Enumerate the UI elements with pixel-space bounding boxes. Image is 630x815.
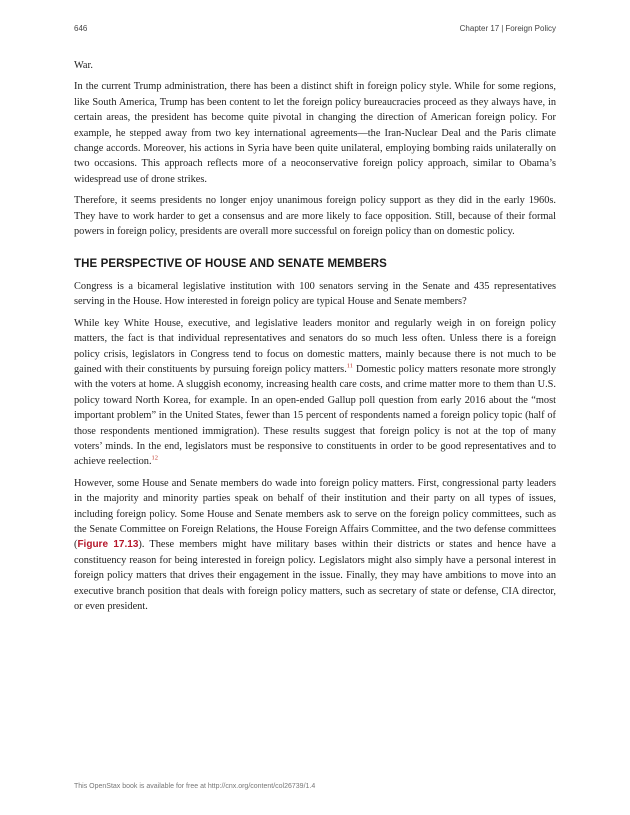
figure-reference-link[interactable]: Figure 17.13 <box>77 539 139 551</box>
page-number: 646 <box>74 24 88 33</box>
paragraph-text: ). These members might have military bases within their districts or states and hence have a constituency reason for being interested in foreign policy. Legislators might also simply have a personal interest in foreign policy matters that drives their engagement in the issue. Finally, they may have ambitions to move into an executive branch position that deals with foreign policy matters, such as secretary of state or defense, CIA director, or even president. <box>74 539 556 612</box>
running-footer: This OpenStax book is available for free at http://cnx.org/content/col26739/1.4 <box>74 783 316 790</box>
section-heading: THE PERSPECTIVE OF HOUSE AND SENATE MEMBERS <box>74 258 387 271</box>
paragraph-trump-administration: In the current Trump administration, there has been a distinct shift in foreign policy style. While for some regions, like South America, Trump has been content to let the foreign policy bureaucracies proceed as they always have, in certain areas, the president has become quite pivotal in changing the direction of American foreign policy. For example, he stepped away from two key international agreements—the Iran-Nuclear Deal and the Paris climate change accords. Moreover, his actions in Syria have been quite unilateral, employing bombing raids unilaterally on two occasions. This approach reflects more of a neoconservative foreign policy approach, similar to Obama’s widespread use of drone strikes. <box>74 81 556 185</box>
chapter-label <box>460 24 556 33</box>
paragraph-house-senate-members <box>74 476 556 615</box>
footnote-11-link[interactable]: 11 <box>346 362 354 370</box>
paragraph-text: While key White House, executive, and legislative leaders monitor and regularly weigh in on foreign policy matters, the fact is that individual representatives and senators do so much less often. Unless there is a foreign policy crisis, legislators in Congress tend to focus on domestic matters, mainly because there is not much to be gained with their constituents by pursuing foreign policy matters. <box>74 317 556 375</box>
paragraph-text: Domestic policy matters resonate more strongly with the voters at home. A sluggish economy, increasing health care costs, and crime matter more to them than U.S. policy toward North Korea, for example. In an open-ended Gallup poll question from early 2016 about the “most important problem” in the United States, fewer than 15 percent of respondents named a foreign policy topic (half of those respondents mentioned immigration). These results suggest that foreign policy is not at the top of many voters’ minds. In the end, legislators must be responsive to constituents in order to be good representatives and to achieve reelection. <box>74 363 556 468</box>
chapter-number: Chapter 17 <box>459 24 500 33</box>
paragraph-bicameral: Congress is a bicameral legislative institution with 100 senators serving in the Senate and 435 representatives serving in the House. How interested in foreign policy are typical House and Senate members? <box>74 280 556 308</box>
paragraph-legislators-interest <box>74 316 556 470</box>
main-content <box>74 58 556 620</box>
running-header <box>74 24 556 38</box>
header-separator: | <box>501 24 504 33</box>
paragraph-text: However, some House and Senate members do wade into foreign policy matters. First, congressional party leaders in the majority and minority parties speak on behalf of their institution and their party on all types of issues, including foreign policy. Some House and Senate members ask to serve on the foreign policy committees, such as the Senate Committee on Foreign Relations, the House Foreign Affairs Committee, and the two defense committees ( <box>74 477 556 551</box>
chapter-title: Foreign Policy <box>505 24 556 33</box>
paragraph-war: War. <box>74 60 93 71</box>
footnote-12-link[interactable]: 12 <box>151 454 159 462</box>
paragraph-consensus: Therefore, it seems presidents no longer enjoy unanimous foreign policy support as they did in the early 1960s. They have to work harder to get a consensus and are more likely to face opposition. Still, because of their formal powers in foreign policy, presidents are overall more successful on foreign policy than on domestic policy. <box>74 195 556 238</box>
